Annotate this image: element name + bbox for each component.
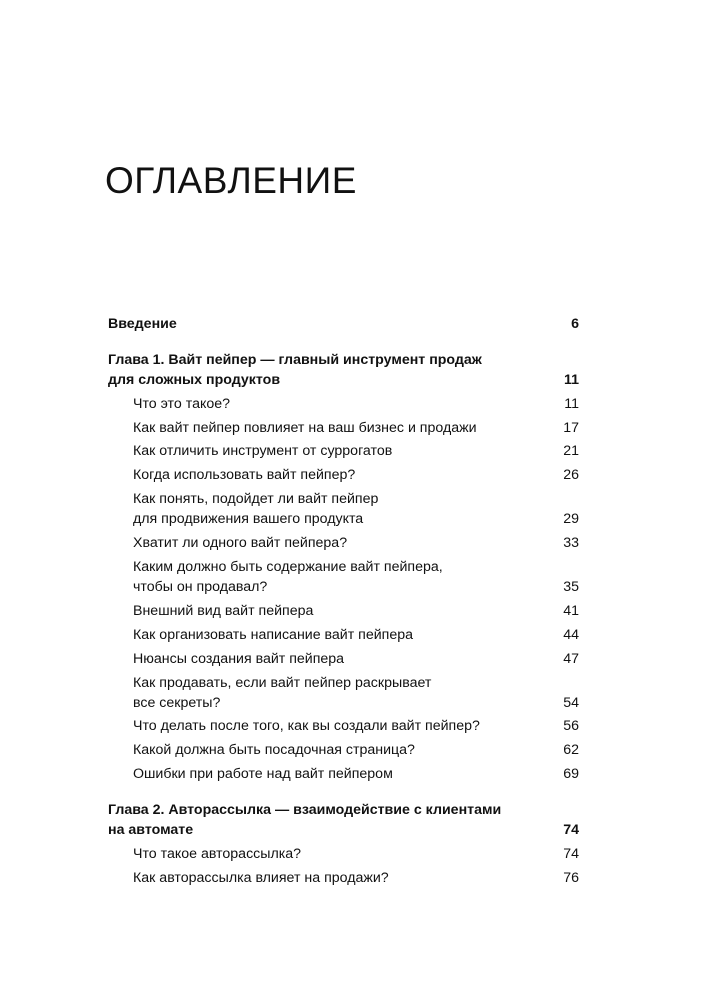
toc-chapter-2[interactable] bbox=[108, 800, 579, 840]
toc-section-title-line: Как понять, подойдет ли вайт пейпер bbox=[133, 491, 379, 507]
toc-section-page: 56 bbox=[563, 718, 579, 734]
toc-section-page: 76 bbox=[563, 870, 579, 886]
toc-section[interactable] bbox=[133, 489, 579, 529]
toc-section[interactable] bbox=[133, 844, 579, 864]
toc-section-page: 35 bbox=[563, 579, 579, 595]
toc-section-title: Как вайт пейпер повлияет на ваш бизнес и продажи bbox=[133, 420, 477, 436]
toc-section[interactable] bbox=[133, 740, 579, 760]
toc-section-title: Как организовать написание вайт пейпера bbox=[133, 627, 414, 643]
toc-section[interactable] bbox=[133, 394, 579, 414]
toc-section[interactable] bbox=[133, 441, 579, 461]
toc-chapter-title-line: для сложных продуктов bbox=[108, 372, 281, 388]
toc-section-title-line: Каким должно быть содержание вайт пейпера, bbox=[133, 559, 443, 575]
toc-section-title-line: Как продавать, если вайт пейпер раскрывает bbox=[133, 675, 432, 691]
toc-section-page: 74 bbox=[563, 846, 579, 862]
toc-section-title: Какой должна быть посадочная страница? bbox=[133, 742, 415, 758]
toc-section[interactable] bbox=[133, 625, 579, 645]
toc-entry-title: Введение bbox=[108, 316, 177, 332]
toc-section-title-line: для продвижения вашего продукта bbox=[133, 511, 364, 527]
toc-chapter-page: 74 bbox=[563, 822, 579, 838]
toc-section[interactable] bbox=[133, 716, 579, 736]
toc-section-page: 54 bbox=[563, 695, 579, 711]
toc-chapter-page: 11 bbox=[564, 372, 579, 388]
toc-section-page: 41 bbox=[563, 603, 579, 619]
toc-section-title: Что это такое? bbox=[133, 396, 230, 412]
toc-chapter-title-line: Глава 2. Авторассылка — взаимодействие с клиентами bbox=[108, 802, 502, 818]
toc-section[interactable] bbox=[133, 533, 579, 553]
toc-section-title-line: чтобы он продавал? bbox=[133, 579, 268, 595]
toc-section-title: Что делать после того, как вы создали вайт пейпер? bbox=[133, 718, 480, 734]
toc-section[interactable] bbox=[133, 673, 579, 713]
page-title: ОГЛАВЛЕНИЕ bbox=[105, 160, 357, 201]
toc-entry-page: 6 bbox=[571, 316, 579, 332]
toc-section-page: 62 bbox=[563, 742, 579, 758]
toc-section-page: 21 bbox=[563, 443, 579, 459]
toc-section[interactable] bbox=[133, 557, 579, 597]
toc-section-title: Ошибки при работе над вайт пейпером bbox=[133, 766, 393, 782]
toc-section-page: 17 bbox=[563, 420, 579, 436]
toc-chapter-title-line: Глава 1. Вайт пейпер — главный инструмент продаж bbox=[108, 352, 482, 368]
toc-section-title: Что такое авторассылка? bbox=[133, 846, 302, 862]
toc-section-title: Как авторассылка влияет на продажи? bbox=[133, 870, 389, 886]
toc-section-title: Когда использовать вайт пейпер? bbox=[133, 467, 356, 483]
toc-section-page: 33 bbox=[563, 535, 579, 551]
toc-section-page: 26 bbox=[563, 467, 579, 483]
toc-chapter-title-line: на автомате bbox=[108, 822, 194, 838]
toc-section[interactable] bbox=[133, 465, 579, 485]
toc-section-title: Внешний вид вайт пейпера bbox=[133, 603, 314, 619]
toc-entry-introduction[interactable] bbox=[108, 314, 579, 334]
toc-section-page: 29 bbox=[563, 511, 579, 527]
toc-section-title: Хватит ли одного вайт пейпера? bbox=[133, 535, 348, 551]
toc-section-title: Как отличить инструмент от суррогатов bbox=[133, 443, 393, 459]
toc-section-page: 47 bbox=[563, 651, 579, 667]
toc-section[interactable] bbox=[133, 418, 579, 438]
toc-section-page: 11 bbox=[564, 396, 579, 412]
toc-section-title-line: все секреты? bbox=[133, 695, 221, 711]
toc-section[interactable] bbox=[133, 601, 579, 621]
toc-chapter-1[interactable] bbox=[108, 350, 579, 390]
toc-section-page: 69 bbox=[563, 766, 579, 782]
toc-section-title: Нюансы создания вайт пейпера bbox=[133, 651, 345, 667]
toc-section[interactable] bbox=[133, 868, 579, 888]
toc-section-page: 44 bbox=[563, 627, 579, 643]
toc-section[interactable] bbox=[133, 649, 579, 669]
toc-section[interactable] bbox=[133, 764, 579, 784]
